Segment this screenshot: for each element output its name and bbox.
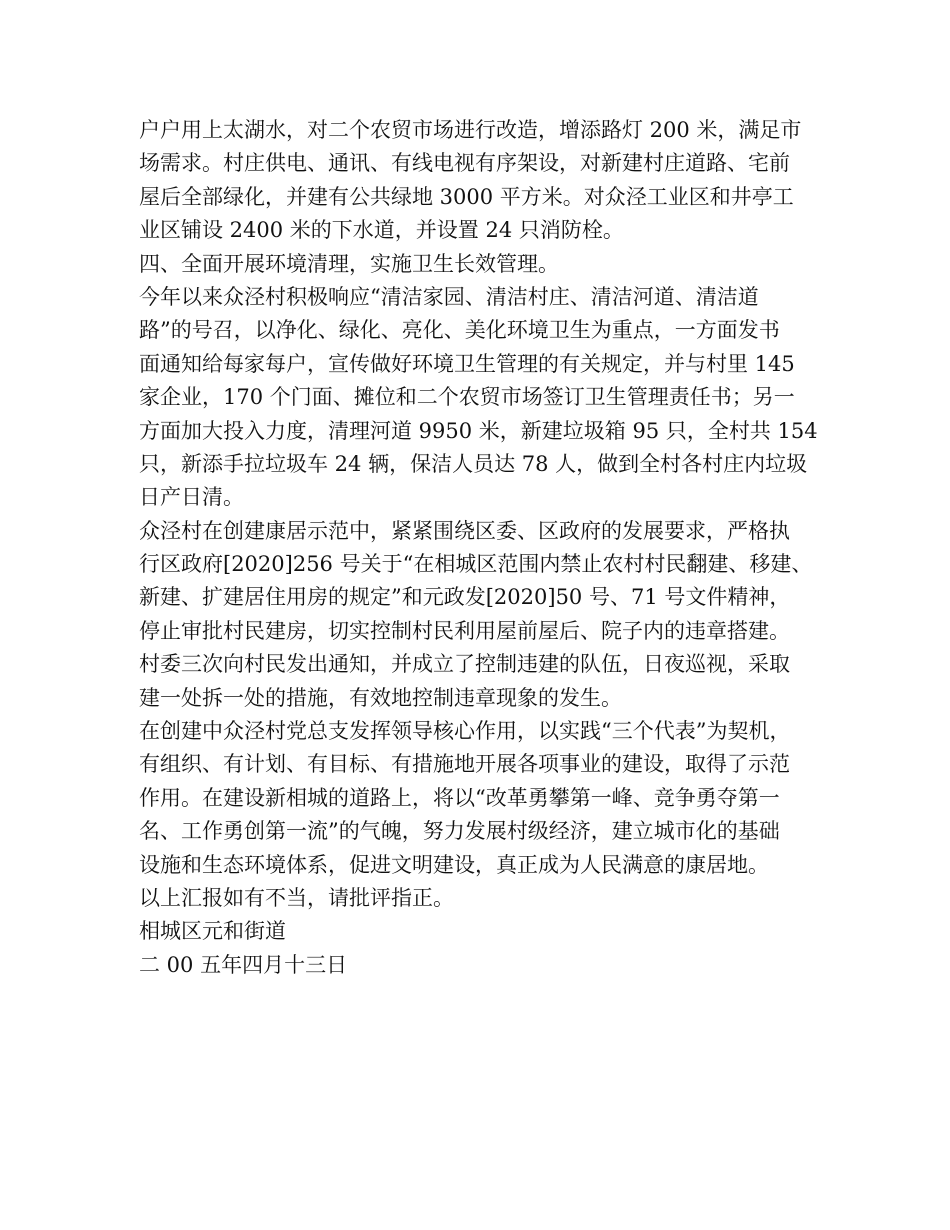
document-line: 四、全面开展环境清理，实施卫生长效管理。 [139,251,559,276]
document-line: 屋后全部绿化，并建有公共绿地 3000 平方米。对众泾工业区和井亭工 [139,184,794,209]
document-line: 路”的号召，以净化、绿化、亮化、美化环境卫生为重点，一方面发书 [139,318,780,343]
document-line: 新建、扩建居住用房的规定”和元政发[2020]50 号、71 号文件精神， [139,585,791,610]
document-line: 二 00 五年四月十三日 [139,952,348,977]
document-line: 只，新添手拉垃圾车 24 辆，保洁人员达 78 人，做到全村各村庄内垃圾 [139,451,808,476]
document-line: 在创建中众泾村党总支发挥领导核心作用，以实践“三个代表”为契机， [139,719,791,744]
document-line: 场需求。村庄供电、通讯、有线电视有序架设，对新建村庄道路、宅前 [139,151,790,176]
document-line: 有组织、有计划、有目标、有措施地开展各项事业的建设，取得了示范 [139,752,790,777]
document-line: 家企业，170 个门面、摊位和二个农贸市场签订卫生管理责任书；另一 [139,385,795,410]
document-body [139,114,819,982]
document-line: 相城区元和街道 [139,919,286,944]
document-line: 众泾村在创建康居示范中，紧紧围绕区委、区政府的发展要求，严格执 [139,518,790,543]
document-line: 面通知给每家每户，宣传做好环境卫生管理的有关规定，并与村里 145 [139,351,795,376]
document-line: 以上汇报如有不当，请批评指正。 [139,885,454,910]
document-line: 设施和生态环境体系，促进文明建设，真正成为人民满意的康居地。 [139,852,769,877]
document-line: 日产日清。 [139,485,244,510]
document-line: 方面加大投入力度，清理河道 9950 米，新建垃圾箱 95 只，全村共 154 [139,418,818,443]
document-line: 户户用上太湖水，对二个农贸市场进行改造，增添路灯 200 米，满足市 [139,118,802,142]
document-line: 停止审批村民建房，切实控制村民利用屋前屋后、院子内的违章搭建。 [139,618,790,643]
document-line: 名、工作勇创第一流”的气魄，努力发展村级经济，建立城市化的基础 [139,819,780,844]
document-line: 作用。在建设新相城的道路上，将以“改革勇攀第一峰、竞争勇夺第一 [139,785,780,810]
document-line: 业区铺设 2400 米的下水道，并设置 24 只消防栓。 [139,218,624,243]
document-line: 村委三次向村民发出通知，并成立了控制违建的队伍，日夜巡视，采取 [139,652,790,677]
document-line: 行区政府[2020]256 号关于“在相城区范围内禁止农村村民翻建、移建、 [139,552,813,577]
document-line: 建一处拆一处的措施，有效地控制违章现象的发生。 [139,685,622,710]
document-line: 今年以来众泾村积极响应“清洁家园、清洁村庄、清洁河道、清洁道 [139,284,759,309]
